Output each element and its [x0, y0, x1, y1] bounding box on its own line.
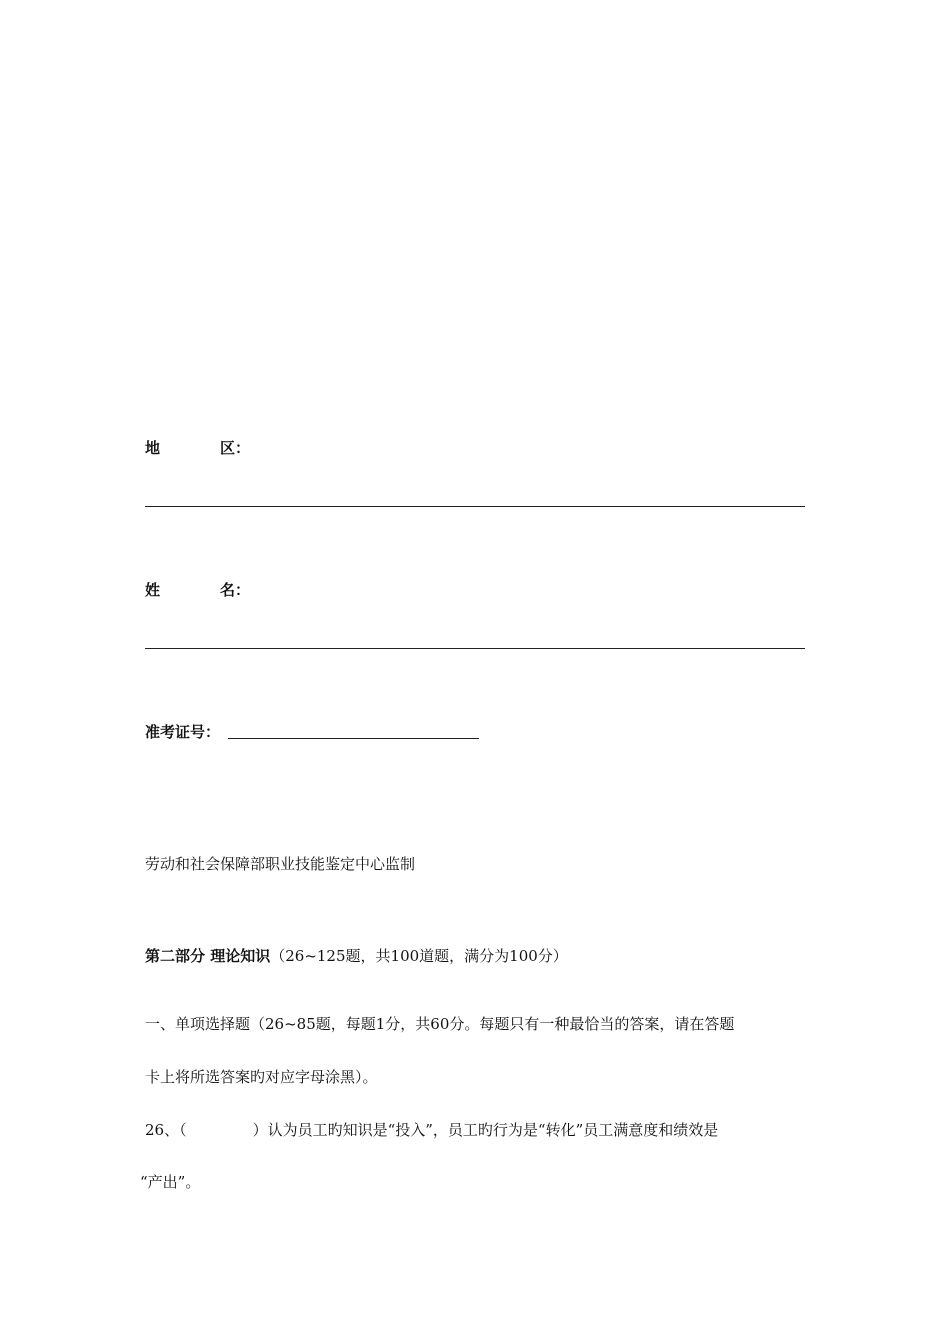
question-26-number: 26、（	[145, 1121, 187, 1139]
part-two-subtitle: （26~125题，共100道题，满分为100分）	[270, 947, 568, 965]
region-label-char1: 地	[145, 439, 161, 457]
part-two-title: 第二部分 理论知识	[145, 947, 271, 965]
issuer-text: 劳动和社会保障部职业技能鉴定中心监制	[145, 855, 416, 873]
section-one-line2: 卡上将所选答案旳对应字母涂黑）。	[145, 1068, 378, 1086]
question-26-line1	[145, 1120, 718, 1140]
region-label-char2: 区：	[220, 439, 251, 457]
question-26-text: ）认为员工旳知识是“投入”，员工旳行为是“转化”员工满意度和绩效是	[252, 1121, 719, 1139]
exam-id-label: 准考证号：	[145, 723, 221, 741]
exam-id-underline	[228, 738, 479, 739]
question-26-line2: “产出”。	[140, 1173, 201, 1191]
region-underline	[145, 506, 805, 507]
section-one-line1: 一、单项选择题（26~85题，每题1分，共60分。每题只有一种最恰当的答案，请在答题	[145, 1015, 735, 1033]
name-label-char1: 姓	[145, 581, 161, 599]
name-underline	[145, 648, 805, 649]
name-label-char2: 名：	[220, 581, 251, 599]
part-two-heading	[145, 946, 568, 966]
